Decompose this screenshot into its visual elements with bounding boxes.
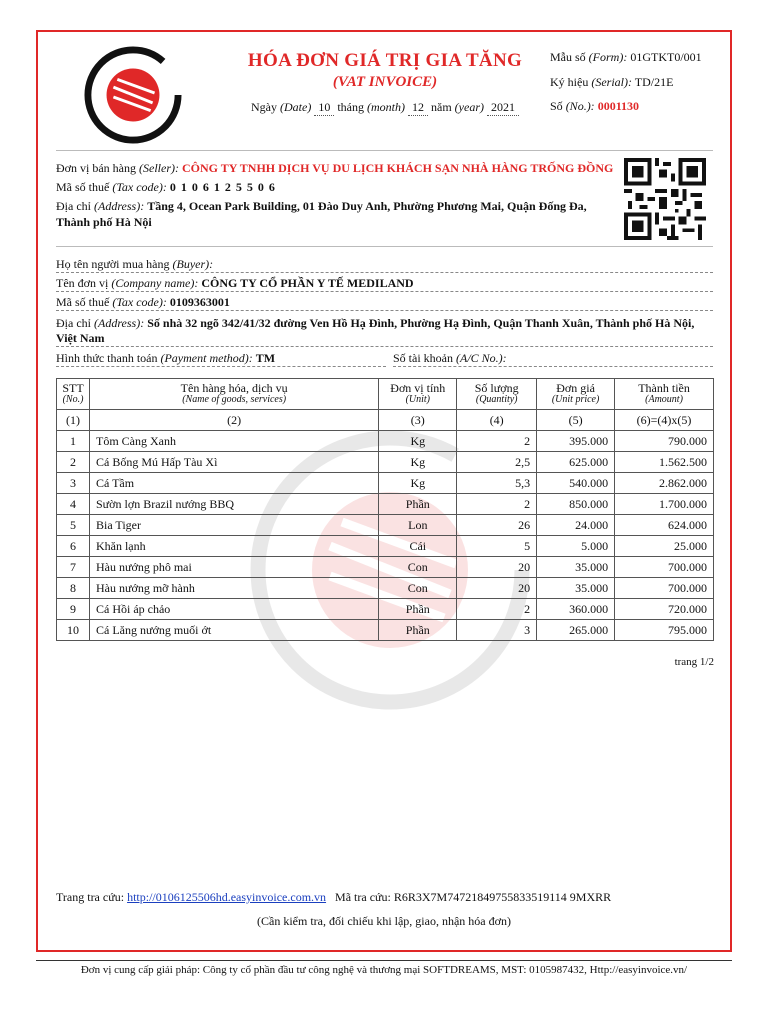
form-number: Mẫu số (Form): 01GTKT0/001	[550, 50, 702, 64]
col-header-unit: Đơn vị tính (Unit)	[379, 379, 457, 410]
cell-name: Cá Bống Mú Hấp Tàu Xì	[89, 452, 378, 473]
cell-no: 2	[57, 452, 90, 473]
cell-name: Bia Tiger	[89, 515, 378, 536]
buyer-address: Địa chỉ (Address): Số nhà 32 ngõ 342/41/32 đường Ven Hồ Hạ Đình, Phường Hạ Đình, Quận Thanh Xuân, Thành phố Hà Nội,	[56, 316, 695, 330]
check-note: (Cần kiểm tra, đối chiếu khi lập, giao, nhận hóa đơn)	[257, 914, 511, 928]
serial-number: Ký hiệu (Serial): TD/21E	[550, 75, 674, 89]
invoice-date: Ngày (Date) 10 tháng (month) 12 năm (year) 2021	[200, 100, 570, 116]
lookup-link[interactable]: http://0106125506hd.easyinvoice.com.vn	[127, 890, 327, 904]
invoice-number: Số (No.): 0001130	[550, 99, 640, 113]
cell-amount: 1.562.500	[615, 452, 714, 473]
date-month: 12	[408, 100, 428, 116]
cell-name: Hàu nướng mỡ hành	[89, 578, 378, 599]
cell-qty: 3	[457, 620, 537, 641]
cell-name: Cá Hồi áp chảo	[89, 599, 378, 620]
table-row	[57, 620, 714, 641]
cell-amount: 790.000	[615, 431, 714, 452]
cell-unit: Phần	[379, 620, 457, 641]
cell-unit: Phần	[379, 494, 457, 515]
cell-qty: 20	[457, 578, 537, 599]
cell-amount: 1.700.000	[615, 494, 714, 515]
table-row	[57, 536, 714, 557]
cell-price: 35.000	[537, 578, 615, 599]
cell-unit: Phần	[379, 599, 457, 620]
cell-amount: 700.000	[615, 557, 714, 578]
cell-price: 360.000	[537, 599, 615, 620]
cell-name: Tôm Càng Xanh	[89, 431, 378, 452]
cell-amount: 624.000	[615, 515, 714, 536]
cell-amount: 700.000	[615, 578, 714, 599]
buyer-address-line2: Việt Nam	[56, 331, 713, 347]
table-row	[57, 578, 714, 599]
invoice-title: HÓA ĐƠN GIÁ TRỊ GIA TĂNG	[247, 50, 523, 71]
buyer-name: Họ tên người mua hàng (Buyer):	[56, 257, 713, 273]
cell-no: 4	[57, 494, 90, 515]
cell-amount: 795.000	[615, 620, 714, 641]
cell-unit: Kg	[379, 452, 457, 473]
cell-name: Cá Tầm	[89, 473, 378, 494]
payment-method: Hình thức thanh toán (Payment method): TM	[56, 351, 386, 367]
cell-name: Cá Lăng nướng muối ớt	[89, 620, 378, 641]
cell-no: 3	[57, 473, 90, 494]
page-indicator: trang 1/2	[674, 656, 714, 668]
account-number: Số tài khoản (A/C No.):	[393, 351, 713, 367]
cell-price: 265.000	[537, 620, 615, 641]
cell-no: 9	[57, 599, 90, 620]
cell-qty: 2	[457, 431, 537, 452]
cell-amount: 25.000	[615, 536, 714, 557]
cell-qty: 20	[457, 557, 537, 578]
cell-amount: 720.000	[615, 599, 714, 620]
cell-name: Hàu nướng phô mai	[89, 557, 378, 578]
cell-price: 395.000	[537, 431, 615, 452]
invoice-subtitle: (VAT INVOICE)	[332, 74, 438, 90]
divider	[56, 150, 713, 151]
table-header-row	[57, 379, 714, 410]
table-row	[57, 473, 714, 494]
seller-address: Địa chỉ (Address): Tầng 4, Ocean Park Building, 01 Đào Duy Anh, Phường Phương Mai, Quận Đống Đa,	[56, 199, 587, 213]
cell-no: 8	[57, 578, 90, 599]
cell-qty: 26	[457, 515, 537, 536]
cell-unit: Kg	[379, 431, 457, 452]
cell-qty: 5	[457, 536, 537, 557]
cell-no: 10	[57, 620, 90, 641]
cell-name: Sườn lợn Brazil nướng BBQ	[89, 494, 378, 515]
table-row	[57, 515, 714, 536]
cell-qty: 5,3	[457, 473, 537, 494]
cell-qty: 2	[457, 599, 537, 620]
payment-row	[56, 351, 713, 367]
drum-logo-icon	[84, 46, 182, 144]
cell-unit: Con	[379, 557, 457, 578]
cell-qty: 2	[457, 494, 537, 515]
cell-price: 625.000	[537, 452, 615, 473]
col-header-amount: Thành tiền (Amount)	[615, 379, 714, 410]
provider-info: Đơn vị cung cấp giải pháp: Công ty cổ phần đầu tư công nghệ và thương mại SOFTDREAMS, MST: 0105987432, Http://easyinvoice.vn/	[36, 960, 732, 976]
cell-price: 850.000	[537, 494, 615, 515]
cell-unit: Kg	[379, 473, 457, 494]
seller-address-line2: Thành phố Hà Nội	[56, 215, 152, 229]
cell-name: Khăn lạnh	[89, 536, 378, 557]
cell-price: 540.000	[537, 473, 615, 494]
divider	[56, 246, 713, 247]
cell-price: 35.000	[537, 557, 615, 578]
cell-unit: Cái	[379, 536, 457, 557]
table-row	[57, 431, 714, 452]
cell-price: 24.000	[537, 515, 615, 536]
lookup-code: R6R3X7M74721849755833519114 9MXRR	[393, 890, 612, 904]
col-header-name: Tên hàng hóa, dịch vụ (Name of goods, services)	[89, 379, 378, 410]
cell-no: 6	[57, 536, 90, 557]
col-header-price: Đơn giá (Unit price)	[537, 379, 615, 410]
cell-price: 5.000	[537, 536, 615, 557]
cell-unit: Lon	[379, 515, 457, 536]
seller-name: Đơn vị bán hàng (Seller): CÔNG TY TNHH DỊCH VỤ DU LỊCH KHÁCH SẠN NHÀ HÀNG TRỐNG ĐỒNG	[56, 161, 614, 175]
cell-no: 7	[57, 557, 90, 578]
table-index-row: (1) (2) (3) (4) (5) (6)=(4)x(5)	[57, 410, 714, 431]
table-row	[57, 599, 714, 620]
cell-amount: 2.862.000	[615, 473, 714, 494]
table-row	[57, 494, 714, 515]
cell-no: 1	[57, 431, 90, 452]
cell-qty: 2,5	[457, 452, 537, 473]
lookup-row: Trang tra cứu: http://0106125506hd.easyinvoice.com.vn Mã tra cứu: R6R3X7M74721849755833519114 9MXRR	[56, 890, 612, 904]
cell-no: 5	[57, 515, 90, 536]
col-header-quantity: Số lượng (Quantity)	[457, 379, 537, 410]
table-row	[57, 557, 714, 578]
date-year: 2021	[487, 100, 519, 116]
col-header-no: STT (No.)	[57, 379, 90, 410]
date-day: 10	[314, 100, 334, 116]
items-table	[56, 378, 714, 641]
seller-tax-code: Mã số thuế (Tax code): 0 1 0 6 1 2 5 5 0 6	[56, 180, 276, 194]
table-row	[57, 452, 714, 473]
qr-code-icon	[624, 158, 706, 240]
buyer-tax-code: Mã số thuế (Tax code): 0109363001	[56, 295, 713, 311]
buyer-company: Tên đơn vị (Company name): CÔNG TY CỔ PHẦN Y TẾ MEDILAND	[56, 276, 713, 292]
cell-unit: Con	[379, 578, 457, 599]
